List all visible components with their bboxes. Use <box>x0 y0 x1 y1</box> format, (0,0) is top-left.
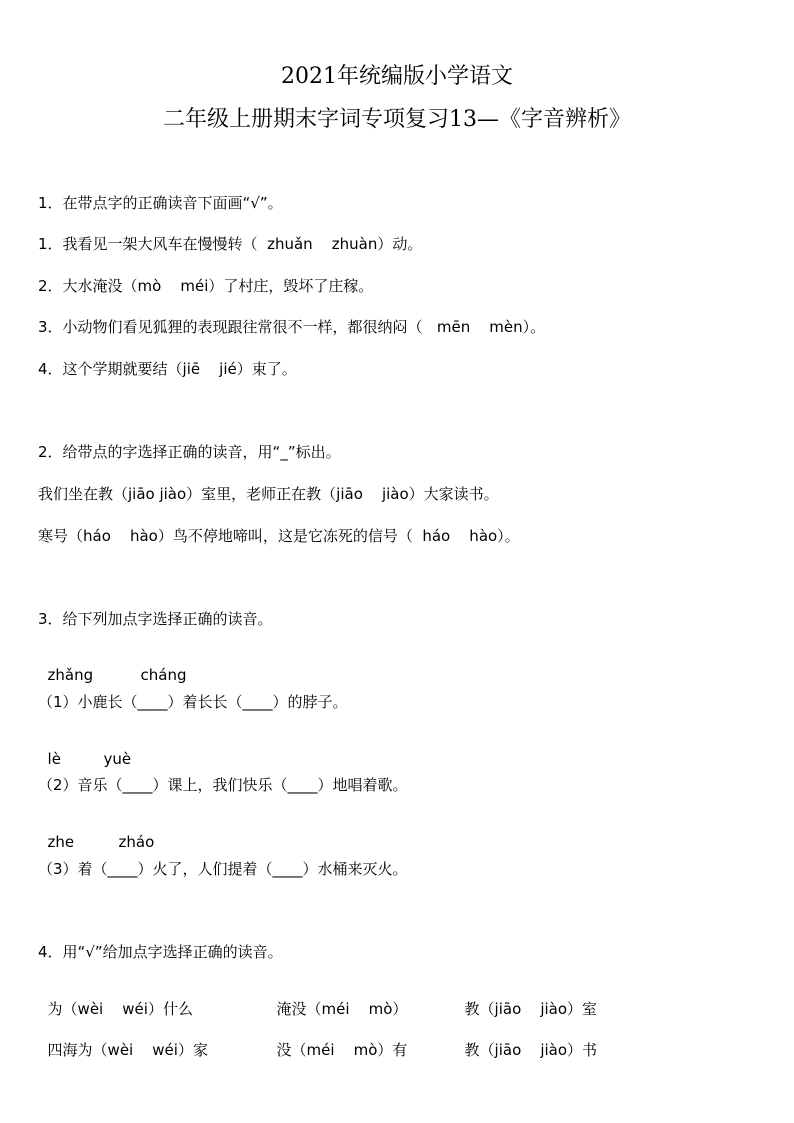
section4-row <box>38 1028 597 1058</box>
page-subtitle: 二年级上册期末字词专项复习13—《字音辨析》 <box>163 107 631 132</box>
section4-cell: 淹没（méi mò） <box>276 1000 408 1018</box>
section3-heading: 3．给下列加点字选择正确的读音。 <box>38 610 273 628</box>
page-title: 2021年统编版小学语文 <box>281 64 513 89</box>
section2-item: 寒号（háo hào）鸟不停地啼叫，这是它冻死的信号（ háo hào）。 <box>38 527 520 545</box>
pinyin-options <box>38 737 131 767</box>
pinyin-options <box>38 820 154 850</box>
section4-row <box>38 987 597 1017</box>
section4-cell: 没（méi mò）有 <box>276 1041 408 1059</box>
pinyin-option: zháo <box>118 833 155 851</box>
section4-heading: 4．用“√”给加点字选择正确的读音。 <box>38 943 283 961</box>
section3-sentence: （3）着（____）火了，人们提着（____）水桶来灭火。 <box>38 860 408 878</box>
section1-item: 1．我看见一架大风车在慢慢转（ zhuǎn zhuàn）动。 <box>38 235 423 253</box>
section2-heading: 2．给带点的字选择正确的读音，用“_”标出。 <box>38 443 341 461</box>
section1-item: 4．这个学期就要结（jiē jié）束了。 <box>38 360 297 378</box>
pinyin-options <box>38 653 187 683</box>
section1-item: 2．大水淹没（mò méi）了村庄，毁坏了庄稼。 <box>38 277 374 295</box>
pinyin-option: zhe <box>47 833 75 851</box>
section4-cell: 教（jiāo jiào）书 <box>464 1041 598 1059</box>
section3-sentence: （1）小鹿长（____）着长长（____）的脖子。 <box>38 693 348 711</box>
section2-item: 我们坐在教（jiāo jiào）室里，老师正在教（jiāo jiào）大家读书。 <box>38 485 499 503</box>
pinyin-option: yuè <box>103 750 132 768</box>
pinyin-option: zhǎng <box>47 666 94 684</box>
section4-cell: 为（wèi wéi）什么 <box>47 1000 193 1018</box>
section1-heading: 1．在带点字的正确读音下面画“√”。 <box>38 194 283 212</box>
section1-item: 3．小动物们看见狐狸的表现跟往常很不一样，都很纳闷（ mēn mèn）。 <box>38 318 546 336</box>
pinyin-option: lè <box>47 750 61 768</box>
section4-cell: 四海为（wèi wéi）家 <box>47 1041 208 1059</box>
pinyin-option: cháng <box>140 666 187 684</box>
section3-sentence: （2）音乐（____）课上，我们快乐（____）地唱着歌。 <box>38 776 408 794</box>
section4-cell: 教（jiāo jiào）室 <box>464 1000 598 1018</box>
